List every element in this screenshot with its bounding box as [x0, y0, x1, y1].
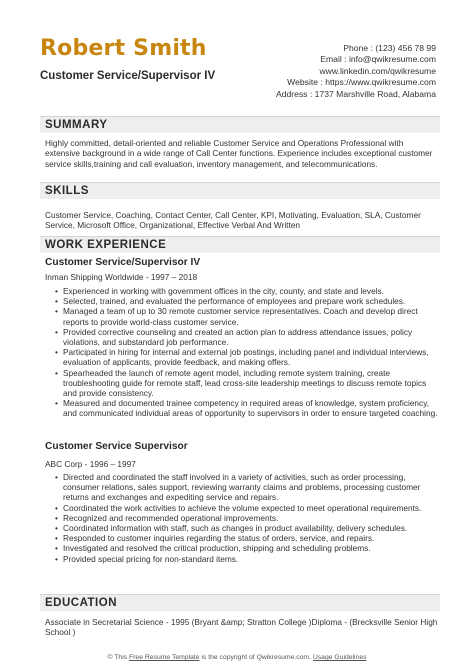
skills-heading: SKILLS: [45, 185, 89, 197]
education-section-header: [40, 594, 440, 611]
bullet-item: • Coordinated the work activities to achieve the volume expected to meet operational requirements.: [55, 503, 441, 513]
bullet-item: • Provided corrective counseling and created an action plan to address attendance issues, policy violations, and substandard job performance.: [55, 327, 441, 347]
contact-email: [176, 54, 436, 65]
bullet-item: • Directed and coordinated the staff involved in a variety of activities, such as order processing, consumer relations, sales support, reviewing warranty claims and problems, processing customer returns and exchanges and expediting service and repairs.: [55, 472, 441, 503]
candidate-title: Customer Service/Supervisor IV: [40, 70, 216, 82]
bullet-item: • Investigated and resolved the critical production, shipping and scheduling problems.: [55, 543, 441, 553]
website-link[interactable]: https://www.qwikresume.com: [325, 77, 436, 88]
summary-section-header: [40, 116, 440, 133]
bullet-item: • Spearheaded the launch of remote agent model, including remote system training, create troubleshooting guide for remote staff, lead cross-site leadership meetings to discuss remote topics and provide consistency.: [55, 368, 441, 399]
contact-phone: [176, 43, 436, 54]
email-link[interactable]: info@qwikresume.com: [348, 54, 436, 65]
job-bullets: [55, 286, 441, 419]
website-label: Website :: [287, 77, 323, 88]
job-company: ABC Corp - 1996 – 1997: [45, 459, 136, 469]
job-role: Customer Service Supervisor: [45, 441, 188, 452]
contact-website: [176, 77, 436, 88]
bullet-item: • Recognized and recommended operational improvements.: [55, 513, 441, 523]
phone-value: (123) 456 78 99: [375, 43, 436, 53]
education-text: Associate in Secretarial Science - 1995 (Bryant &amp; Stratton College )Diploma - (Brecksville Senior High School ): [45, 617, 438, 638]
education-heading: EDUCATION: [45, 597, 118, 609]
bullet-item: • Measured and documented trainee competency in required areas of knowledge, system proficiency, and communicated individual areas of opportunity to supervisors in order to ensure targeted coaching.: [55, 398, 441, 418]
bullet-item: • Experienced in working with government offices in the city, county, and state and levels.: [55, 286, 441, 296]
job-role: Customer Service/Supervisor IV: [45, 257, 201, 268]
skills-section-header: [40, 182, 440, 199]
footer-middle: is the copyright of Qwikresume.com.: [201, 654, 311, 661]
summary-heading: SUMMARY: [45, 119, 108, 131]
copyright-footer: [0, 654, 474, 661]
bullet-item: • Managed a team of up to 30 remote customer service representatives. Coach and develop direct reports to provide world-class customer service.: [55, 306, 441, 326]
usage-guidelines-link[interactable]: Usage Guidelines: [312, 654, 367, 661]
contact-linkedin: [176, 66, 436, 77]
summary-text: Highly committed, detail-oriented and reliable Customer Service and Operations Professional with extensive background in a wide range of Call Center functions. Experience includes exceptional customer service skills,training and call evaluation, inventory management, and telecommunications.: [45, 138, 433, 169]
address-value: 1737 Marshville Road, Alabama: [314, 88, 436, 99]
skills-text: Customer Service, Coaching, Contact Center, Call Center, KPI, Motivating, Evaluation, SLA, Customer Service, Microsoft Office, Organizational, Effective Verbal And Written: [45, 210, 421, 231]
contact-address: [176, 89, 436, 100]
contact-block: [176, 43, 436, 100]
candidate-name: Robert Smith: [40, 36, 207, 61]
bullet-item: • Coordinated information with staff, such as changes in product availability, delivery schedules.: [55, 523, 441, 533]
bullet-item: • Selected, trained, and evaluated the performance of employees and prepare work schedules.: [55, 296, 441, 306]
bullet-item: • Responded to customer inquiries regarding the status of orders, service, and repairs.: [55, 533, 441, 543]
phone-label: Phone :: [343, 43, 373, 53]
linkedin-link[interactable]: www.linkedin.com/qwikresume: [319, 65, 436, 76]
experience-section-header: [40, 236, 440, 253]
bullet-item: • Provided special pricing for non-standard items.: [55, 554, 441, 564]
job-company: Inman Shipping Worldwide - 1997 – 2018: [45, 272, 198, 282]
job-bullets: [55, 472, 441, 564]
free-template-link[interactable]: Free Resume Template: [129, 654, 200, 661]
email-label: Email :: [320, 54, 347, 65]
experience-heading: WORK EXPERIENCE: [45, 239, 167, 251]
footer-prefix: © This: [107, 654, 128, 661]
address-label: Address :: [275, 88, 313, 99]
bullet-item: • Participated in hiring for internal and external job postings, including panel and individual interviews, evaluation of applicants, provide feedback, and making offers.: [55, 347, 441, 367]
